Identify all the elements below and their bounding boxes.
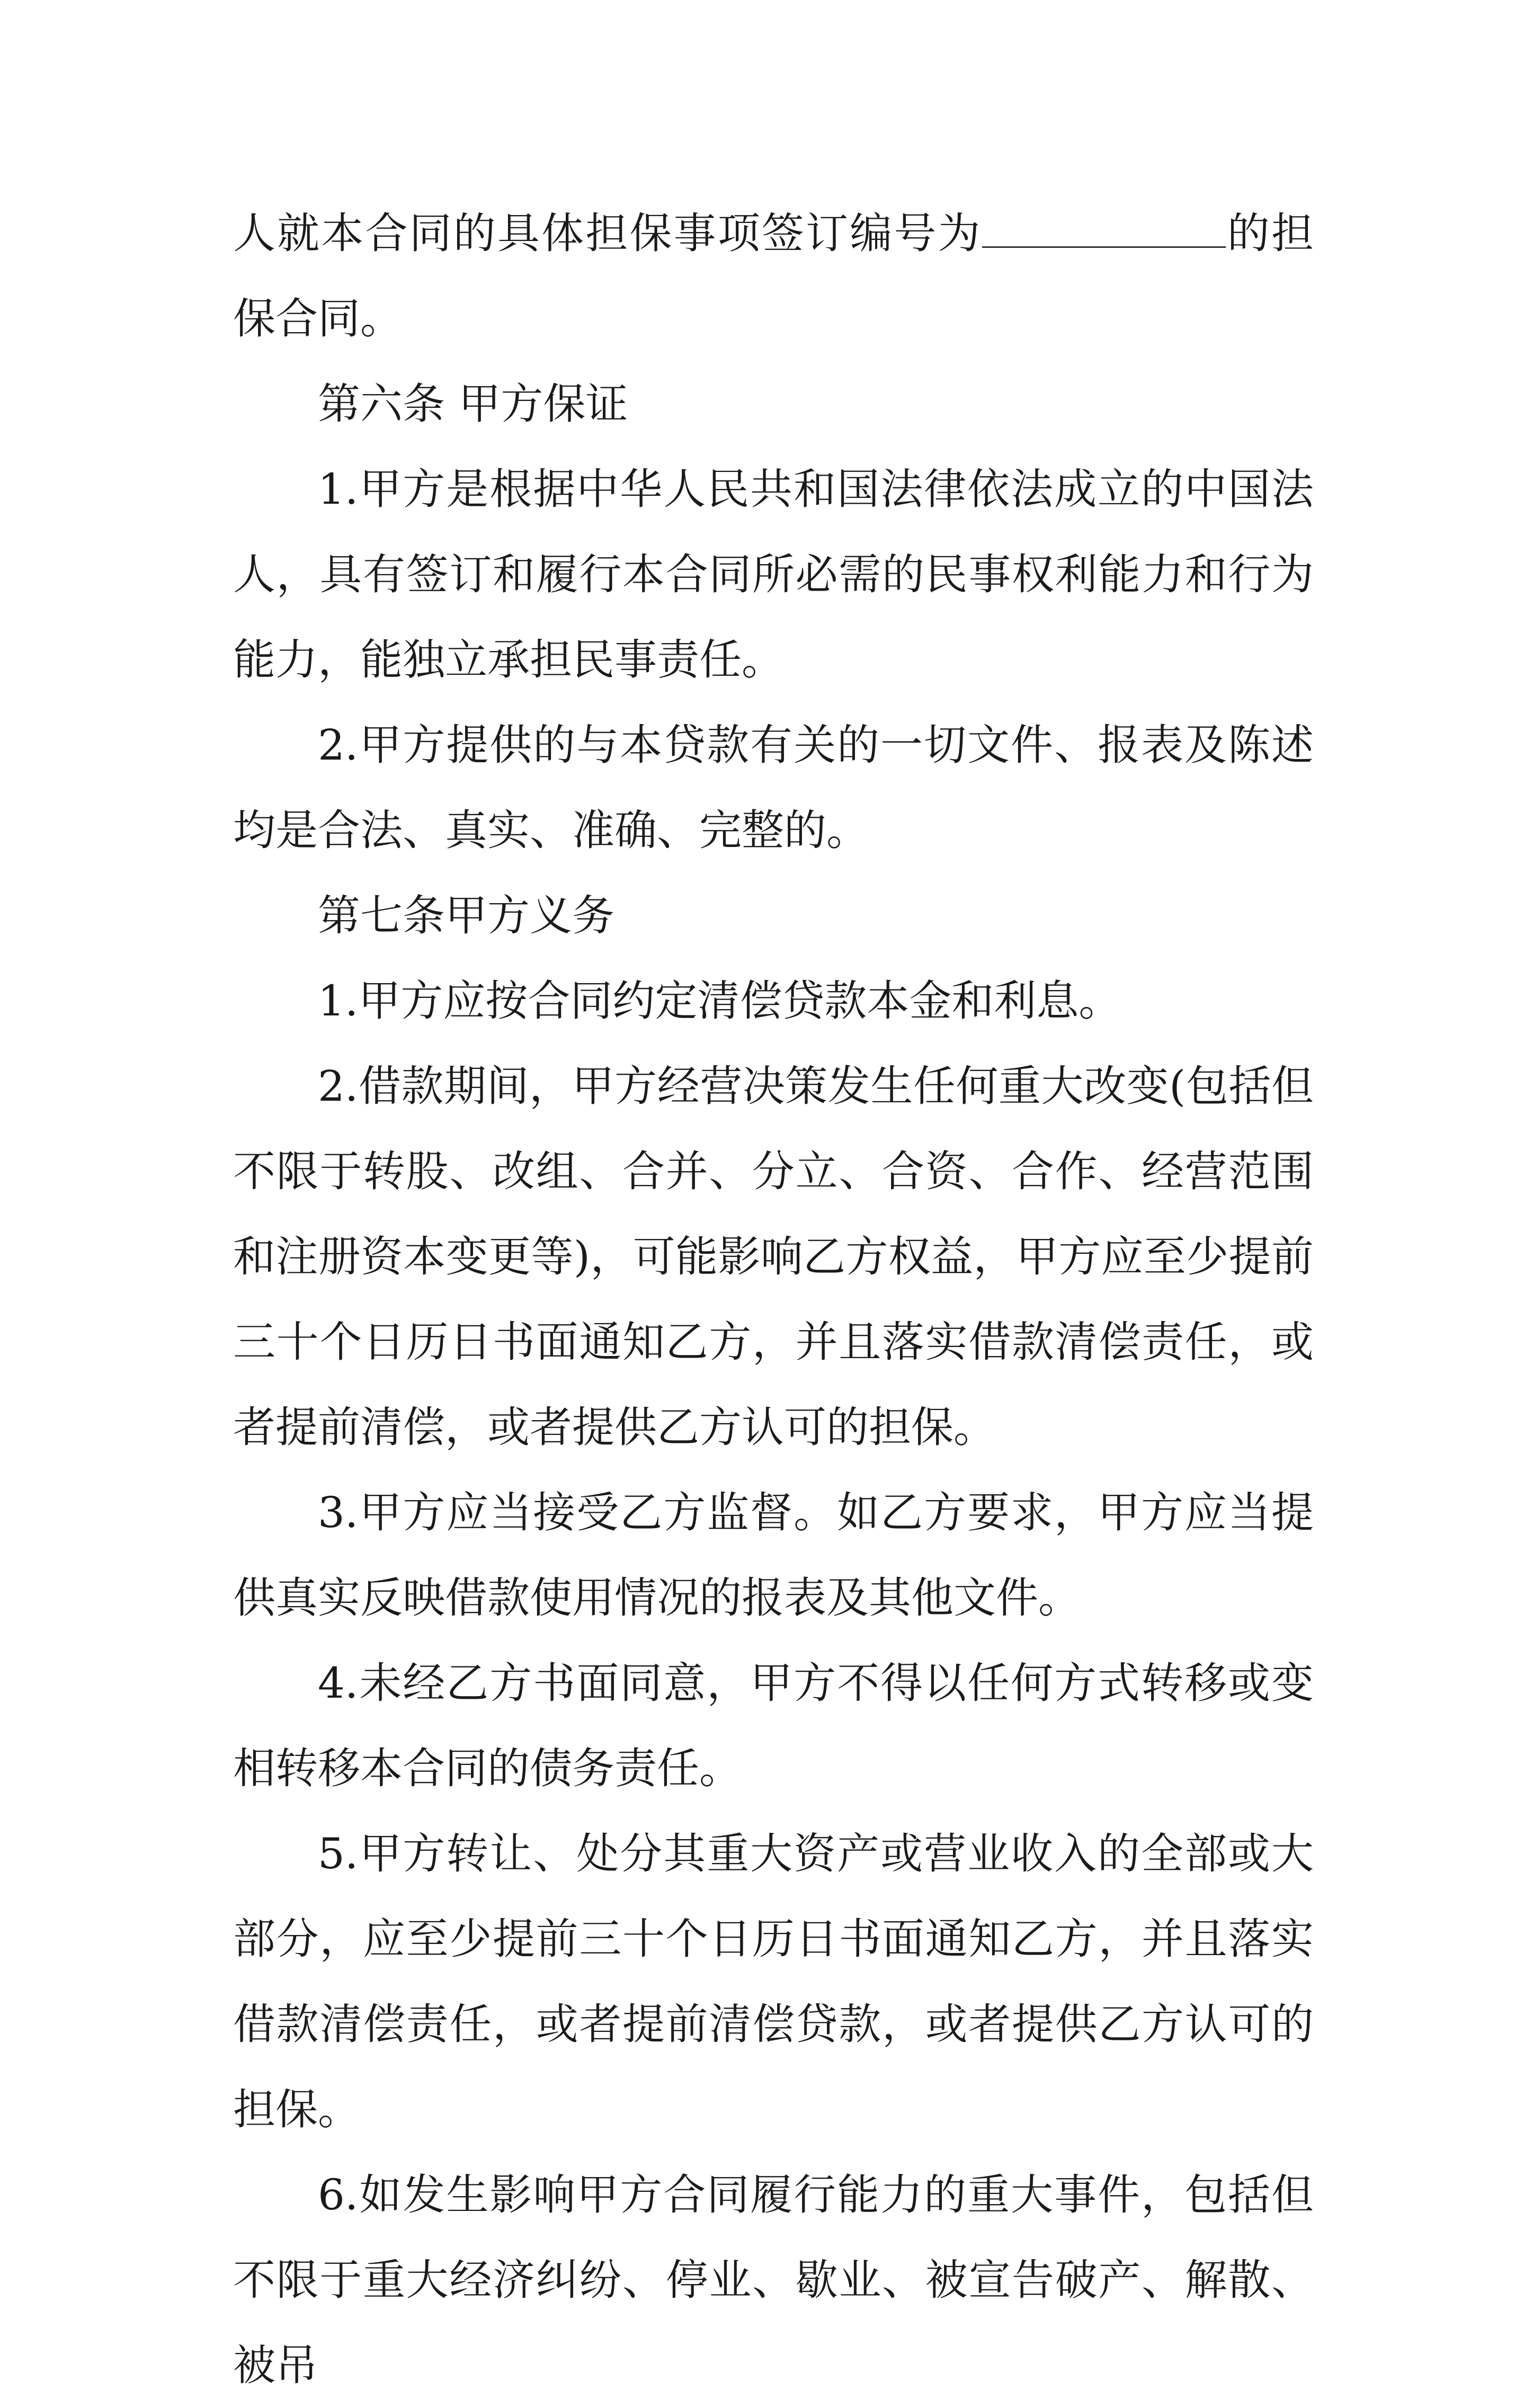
article-7-item-3: 3.甲方应当接受乙方监督。如乙方要求，甲方应当提供真实反映借款使用情况的报表及其他文件。	[233, 1488, 1314, 1622]
article-7-item-6: 6.如发生影响甲方合同履行能力的重大事件，包括但不限于重大经济纠纷、停业、歇业、被宣告破产、解散、被吊	[233, 2170, 1314, 2390]
document-body	[233, 191, 1314, 2408]
article-6-heading: 第六条 甲方保证	[318, 379, 628, 429]
paragraph-text-after-blank: 的担保合同。	[233, 209, 1314, 343]
article-6-item-2: 2.甲方提供的与本贷款有关的一切文件、报表及陈述均是合法、真实、准确、完整的。	[233, 720, 1314, 855]
paragraph-text-before-blank: 人就本合同的具体担保事项签订编号为	[233, 209, 982, 258]
article-7-item-1: 1.甲方应按合同约定清偿贷款本金和利息。	[318, 976, 1121, 1025]
contract-number-blank	[982, 209, 1226, 248]
article-7-item-4: 4.未经乙方书面同意，甲方不得以任何方式转移或变相转移本合同的债务责任。	[233, 1658, 1314, 1793]
article-7-item-2: 2.借款期间，甲方经营决策发生任何重大改变(包括但不限于转股、改组、合并、分立、合资、合作、经营范围和注册资本变更等)，可能影响乙方权益，甲方应至少提前三十个日历日书面通知乙方，并且落实借款清偿责任，或者提前清偿，或者提供乙方认可的担保。	[233, 1062, 1314, 1452]
article-6-item-1: 1.甲方是根据中华人民共和国法律依法成立的中国法人，具有签订和履行本合同所必需的民事权利能力和行为能力，能独立承担民事责任。	[233, 465, 1314, 684]
article-7-heading: 第七条甲方义务	[318, 891, 614, 940]
paragraph-guarantee-contract	[233, 191, 1314, 361]
article-7-item-5: 5.甲方转让、处分其重大资产或营业收入的全部或大部分，应至少提前三十个日历日书面通知乙方，并且落实借款清偿责任，或者提前清偿贷款，或者提供乙方认可的担保。	[233, 1829, 1314, 2134]
